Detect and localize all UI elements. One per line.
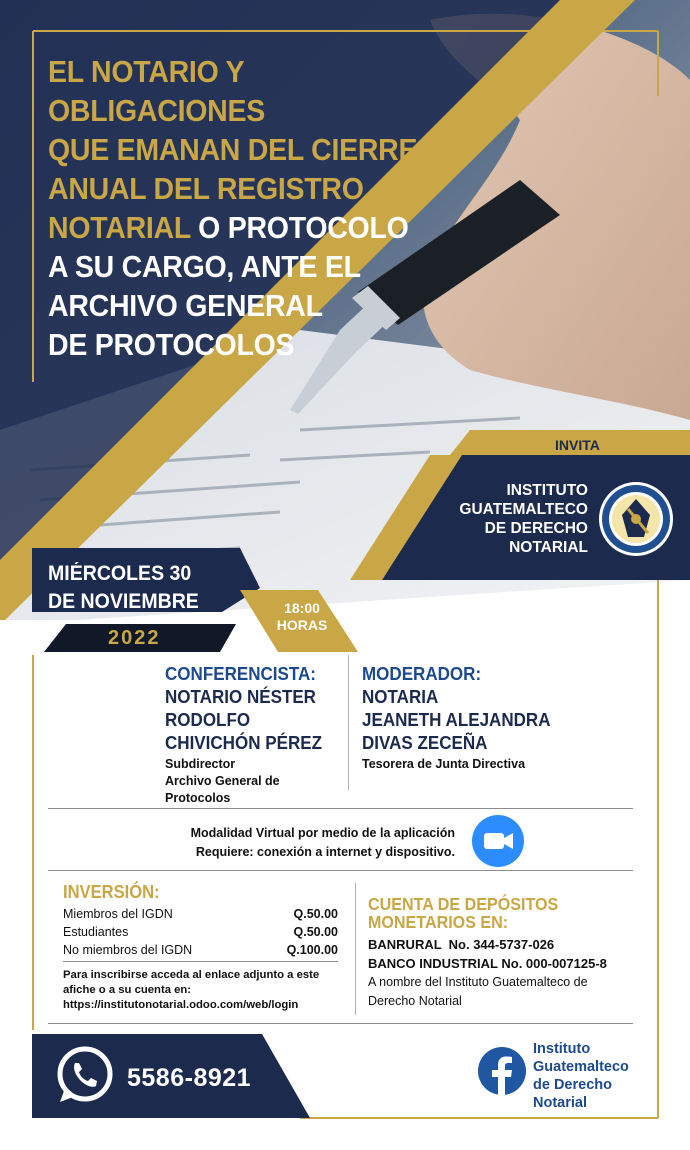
registration-line: Para inscribirse acceda al enlace adjunto a este <box>63 969 320 981</box>
facebook-line: Notarial <box>533 1095 587 1111</box>
price-table <box>63 905 338 962</box>
price-underline <box>63 961 338 962</box>
institute-name-line: GUATEMALTECO <box>459 501 588 518</box>
section-divider <box>48 1023 633 1024</box>
account-holder <box>368 973 638 1011</box>
bank-accounts <box>368 935 607 973</box>
registration-line: afiche o a su cuenta en: <box>63 984 192 996</box>
title-line: EL NOTARIO Y OBLIGACIONES <box>48 54 265 128</box>
price-label: Estudiantes <box>63 925 129 939</box>
moderator-name-line: DIVAS ZECEÑA <box>362 732 488 753</box>
bank-account: BANCO INDUSTRIAL No. 000-007125-8 <box>368 956 607 971</box>
account-holder-line: A nombre del Instituto Guatemalteco de <box>368 975 588 989</box>
institute-name-line: NOTARIAL <box>509 539 588 556</box>
title-line: NOTARIAL <box>48 210 191 245</box>
price-label: No miembros del IGDN <box>63 943 193 957</box>
institute-seal-icon <box>598 481 674 557</box>
speaker-block <box>165 662 345 807</box>
speaker-heading: CONFERENCISTA: <box>165 663 316 684</box>
section-divider <box>48 808 633 809</box>
modality-text <box>150 824 455 862</box>
date-line: DE NOVIEMBRE <box>48 590 199 613</box>
deposit-heading <box>368 895 558 931</box>
event-title <box>48 52 444 364</box>
event-time <box>262 600 342 634</box>
moderator-name-line: JEANETH ALEJANDRA <box>362 709 551 730</box>
speaker-name-line: RODOLFO <box>165 709 251 730</box>
time-unit: HORAS <box>276 617 328 633</box>
title-line: A SU CARGO, ANTE EL <box>48 249 361 284</box>
speaker-role-line: Subdirector <box>165 757 236 771</box>
modality-line: Requiere: conexión a internet y dispositivo. <box>195 845 455 859</box>
moderator-role: Tesorera de Junta Directiva <box>362 757 526 771</box>
account-holder-line: Derecho Notarial <box>368 994 462 1008</box>
registration-link[interactable]: https://institutonotarial.odoo.com/web/login <box>63 999 299 1011</box>
video-camera-icon <box>472 815 524 867</box>
price-amount: Q.50.00 <box>293 907 338 921</box>
registration-note <box>63 968 343 1013</box>
column-divider <box>348 655 349 790</box>
column-divider <box>355 883 356 1015</box>
title-line: DE PROTOCOLOS <box>48 327 295 362</box>
facebook-line: Instituto <box>533 1041 591 1057</box>
price-row <box>63 941 338 959</box>
title-line: QUE EMANAN DEL CIERRE <box>48 132 418 167</box>
price-row <box>63 905 338 923</box>
speaker-name-line: NOTARIO NÉSTER <box>165 686 316 707</box>
date-line: MIÉRCOLES 30 <box>48 562 192 585</box>
facebook-line: de Derecho <box>533 1077 612 1093</box>
facebook-page-name[interactable] <box>533 1040 629 1112</box>
title-line: ARCHIVO GENERAL <box>48 288 323 323</box>
price-amount: Q.50.00 <box>293 925 338 939</box>
title-line: ANUAL DEL REGISTRO <box>48 171 364 206</box>
deposit-heading-line: CUENTA DE DEPÓSITOS <box>368 894 559 914</box>
facebook-line: Guatemalteco <box>533 1059 629 1075</box>
event-year: 2022 <box>108 627 161 649</box>
price-label: Miembros del IGDN <box>63 907 173 921</box>
price-row <box>63 923 338 941</box>
section-divider <box>48 870 633 871</box>
deposit-heading-line: MONETARIOS EN: <box>368 912 509 932</box>
modality-line: Modalidad Virtual por medio de la aplicación <box>190 826 455 840</box>
speaker-role-line: Protocolos <box>165 791 231 805</box>
price-amount: Q.100.00 <box>286 943 338 957</box>
time-value: 18:00 <box>284 600 320 616</box>
speaker-name-line: CHIVICHÓN PÉREZ <box>165 732 322 753</box>
whatsapp-icon[interactable] <box>55 1045 115 1105</box>
investment-heading: INVERSIÓN: <box>63 882 160 902</box>
institute-name <box>440 481 588 557</box>
moderator-heading: MODERADOR: <box>362 663 482 684</box>
bank-account: BANRURAL No. 344-5737-026 <box>368 937 555 952</box>
institute-name-line: INSTITUTO <box>506 482 588 499</box>
facebook-icon[interactable] <box>478 1047 526 1095</box>
speaker-role-line: Archivo General de <box>165 774 280 788</box>
title-line: O PROTOCOLO <box>198 210 409 245</box>
moderator-block <box>362 662 582 773</box>
event-date <box>48 560 199 616</box>
institute-name-line: DE DERECHO <box>484 520 588 537</box>
moderator-name-line: NOTARIA <box>362 686 439 707</box>
invita-label: INVITA <box>555 437 600 453</box>
phone-number[interactable]: 5586-8921 <box>127 1064 252 1092</box>
